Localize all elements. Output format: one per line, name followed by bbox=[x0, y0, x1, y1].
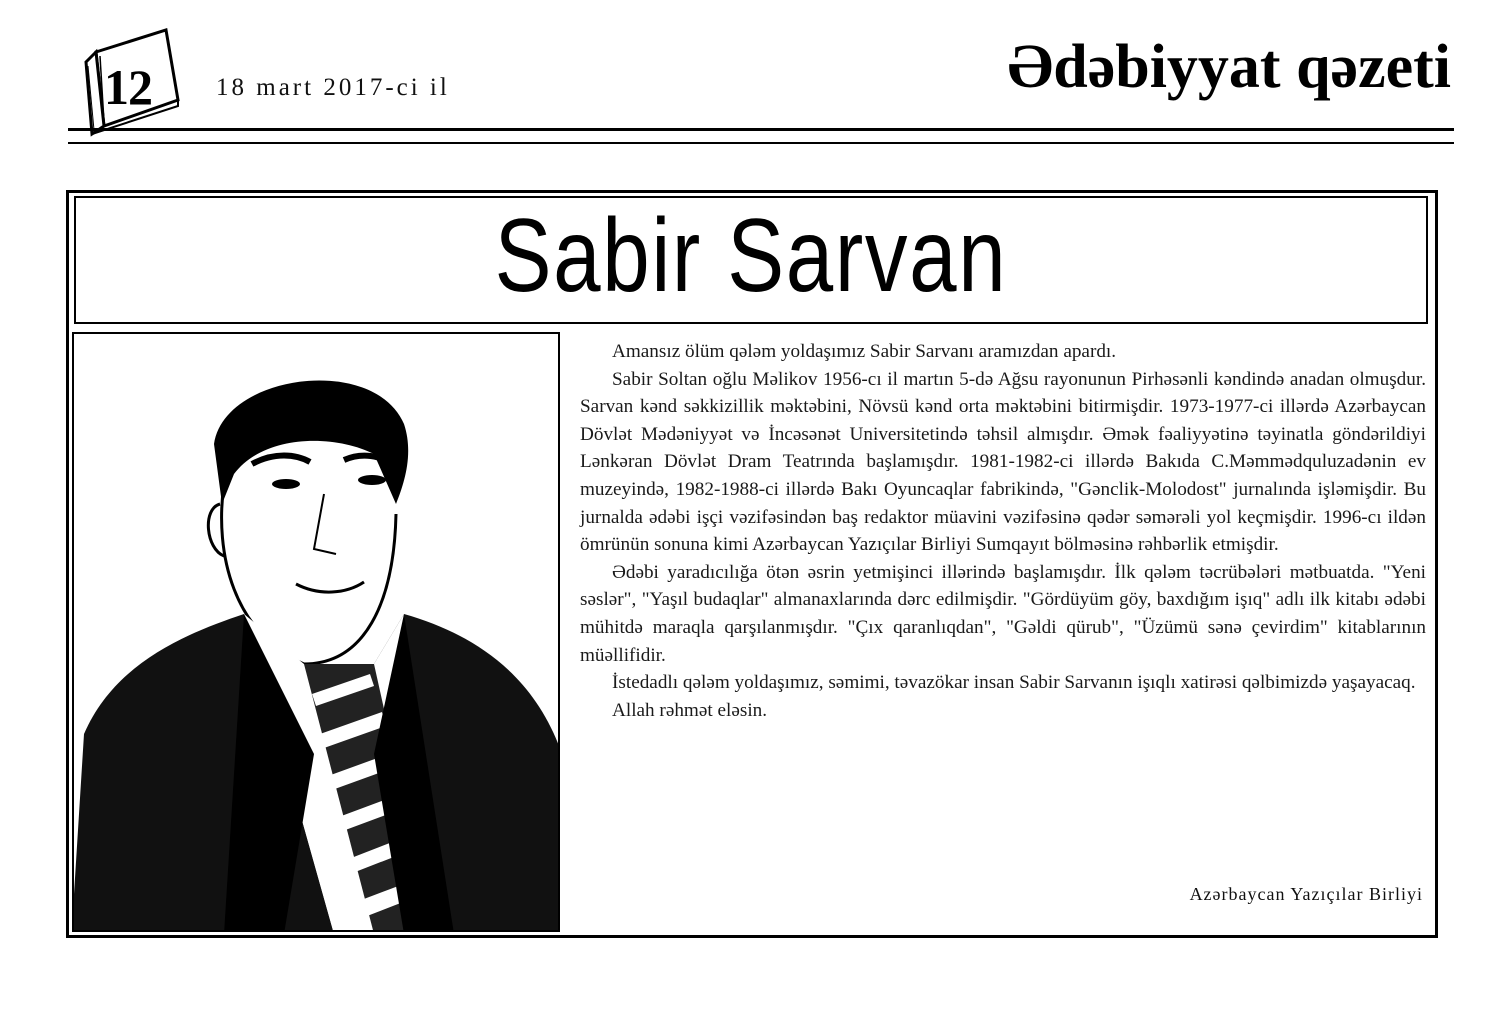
paragraph: Ədəbi yaradıcılığa ötən əsrin yetmişinci illərində başlamışdır. İlk qələm təcrübələri mətbuatda. "Yeni səslər", "Yaşıl budaqlar" almanaxlarında dərc edilmişdir. "Gördüyüm göy, baxdığım işıq" adlı ilk kitabı ədəbi mühitdə maraqla qarşılanmışdır. "Çıx qaranlıqdan", "Gəldi qürub", "Üzümü sənə çevirdim" kitablarının müəllifidir. bbox=[580, 561, 1426, 666]
header-rule-secondary bbox=[68, 142, 1454, 144]
newspaper-masthead: Ədəbiyyat qəzeti bbox=[1007, 33, 1451, 101]
paragraph: Amansız ölüm qələm yoldaşımız Sabir Sarvanı aramızdan apardı. bbox=[612, 341, 1117, 362]
issue-date: 18 mart 2017-ci il bbox=[216, 74, 450, 101]
portrait-photo bbox=[72, 332, 560, 932]
paragraph: İstedadlı qələm yoldaşımız, səmimi, təvazökar insan Sabir Sarvanın işıqlı xatirəsi qəlbimizdə yaşayacaq. bbox=[612, 672, 1416, 694]
article-signature: Azərbaycan Yazıçılar Birliyi bbox=[1189, 884, 1423, 904]
header-rule bbox=[68, 128, 1454, 131]
article-headline: Sabir Sarvan bbox=[494, 198, 1008, 314]
paragraph: Allah rəhmət eləsin. bbox=[612, 699, 768, 721]
paragraph: Sabir Soltan oğlu Məlikov 1956-cı il martın 5-də Ağsu rayonunun Pirhəsənli kəndində anadan olmuşdur. Sarvan kənd səkkizillik məktəbini, Növsü kənd orta məktəbini bitirmişdir. 1973-1977-ci illərdə Azərbaycan Dövlət Mədəniyyət və İncəsənət Universitetində təhsil almışdır. Əmək fəaliyyətinə təyinatla göndərildiyi Lənkəran Dövlət Dram Teatrında başlamışdır. 1981-1982-ci illərdə Bakıda C.Məmmədquluzadənin ev muzeyində, 1982-1988-ci illərdə Bakı Oyuncaqlar fabrikində, "Gənclik-Molodost" jurnalında işləmişdir. Bu jurnalda ədəbi işçi vəzifəsindən baş redaktor müavini vəzifəsinə qədər səmərəli yol keçmişdir. 1996-cı ildən ömrünün sonuna kimi Azərbaycan Yazıçılar Birliyi Sumqayıt bölməsinə rəhbərlik etmişdir. bbox=[580, 368, 1426, 556]
page-number: 12 bbox=[104, 59, 152, 115]
article-body bbox=[580, 338, 1426, 724]
